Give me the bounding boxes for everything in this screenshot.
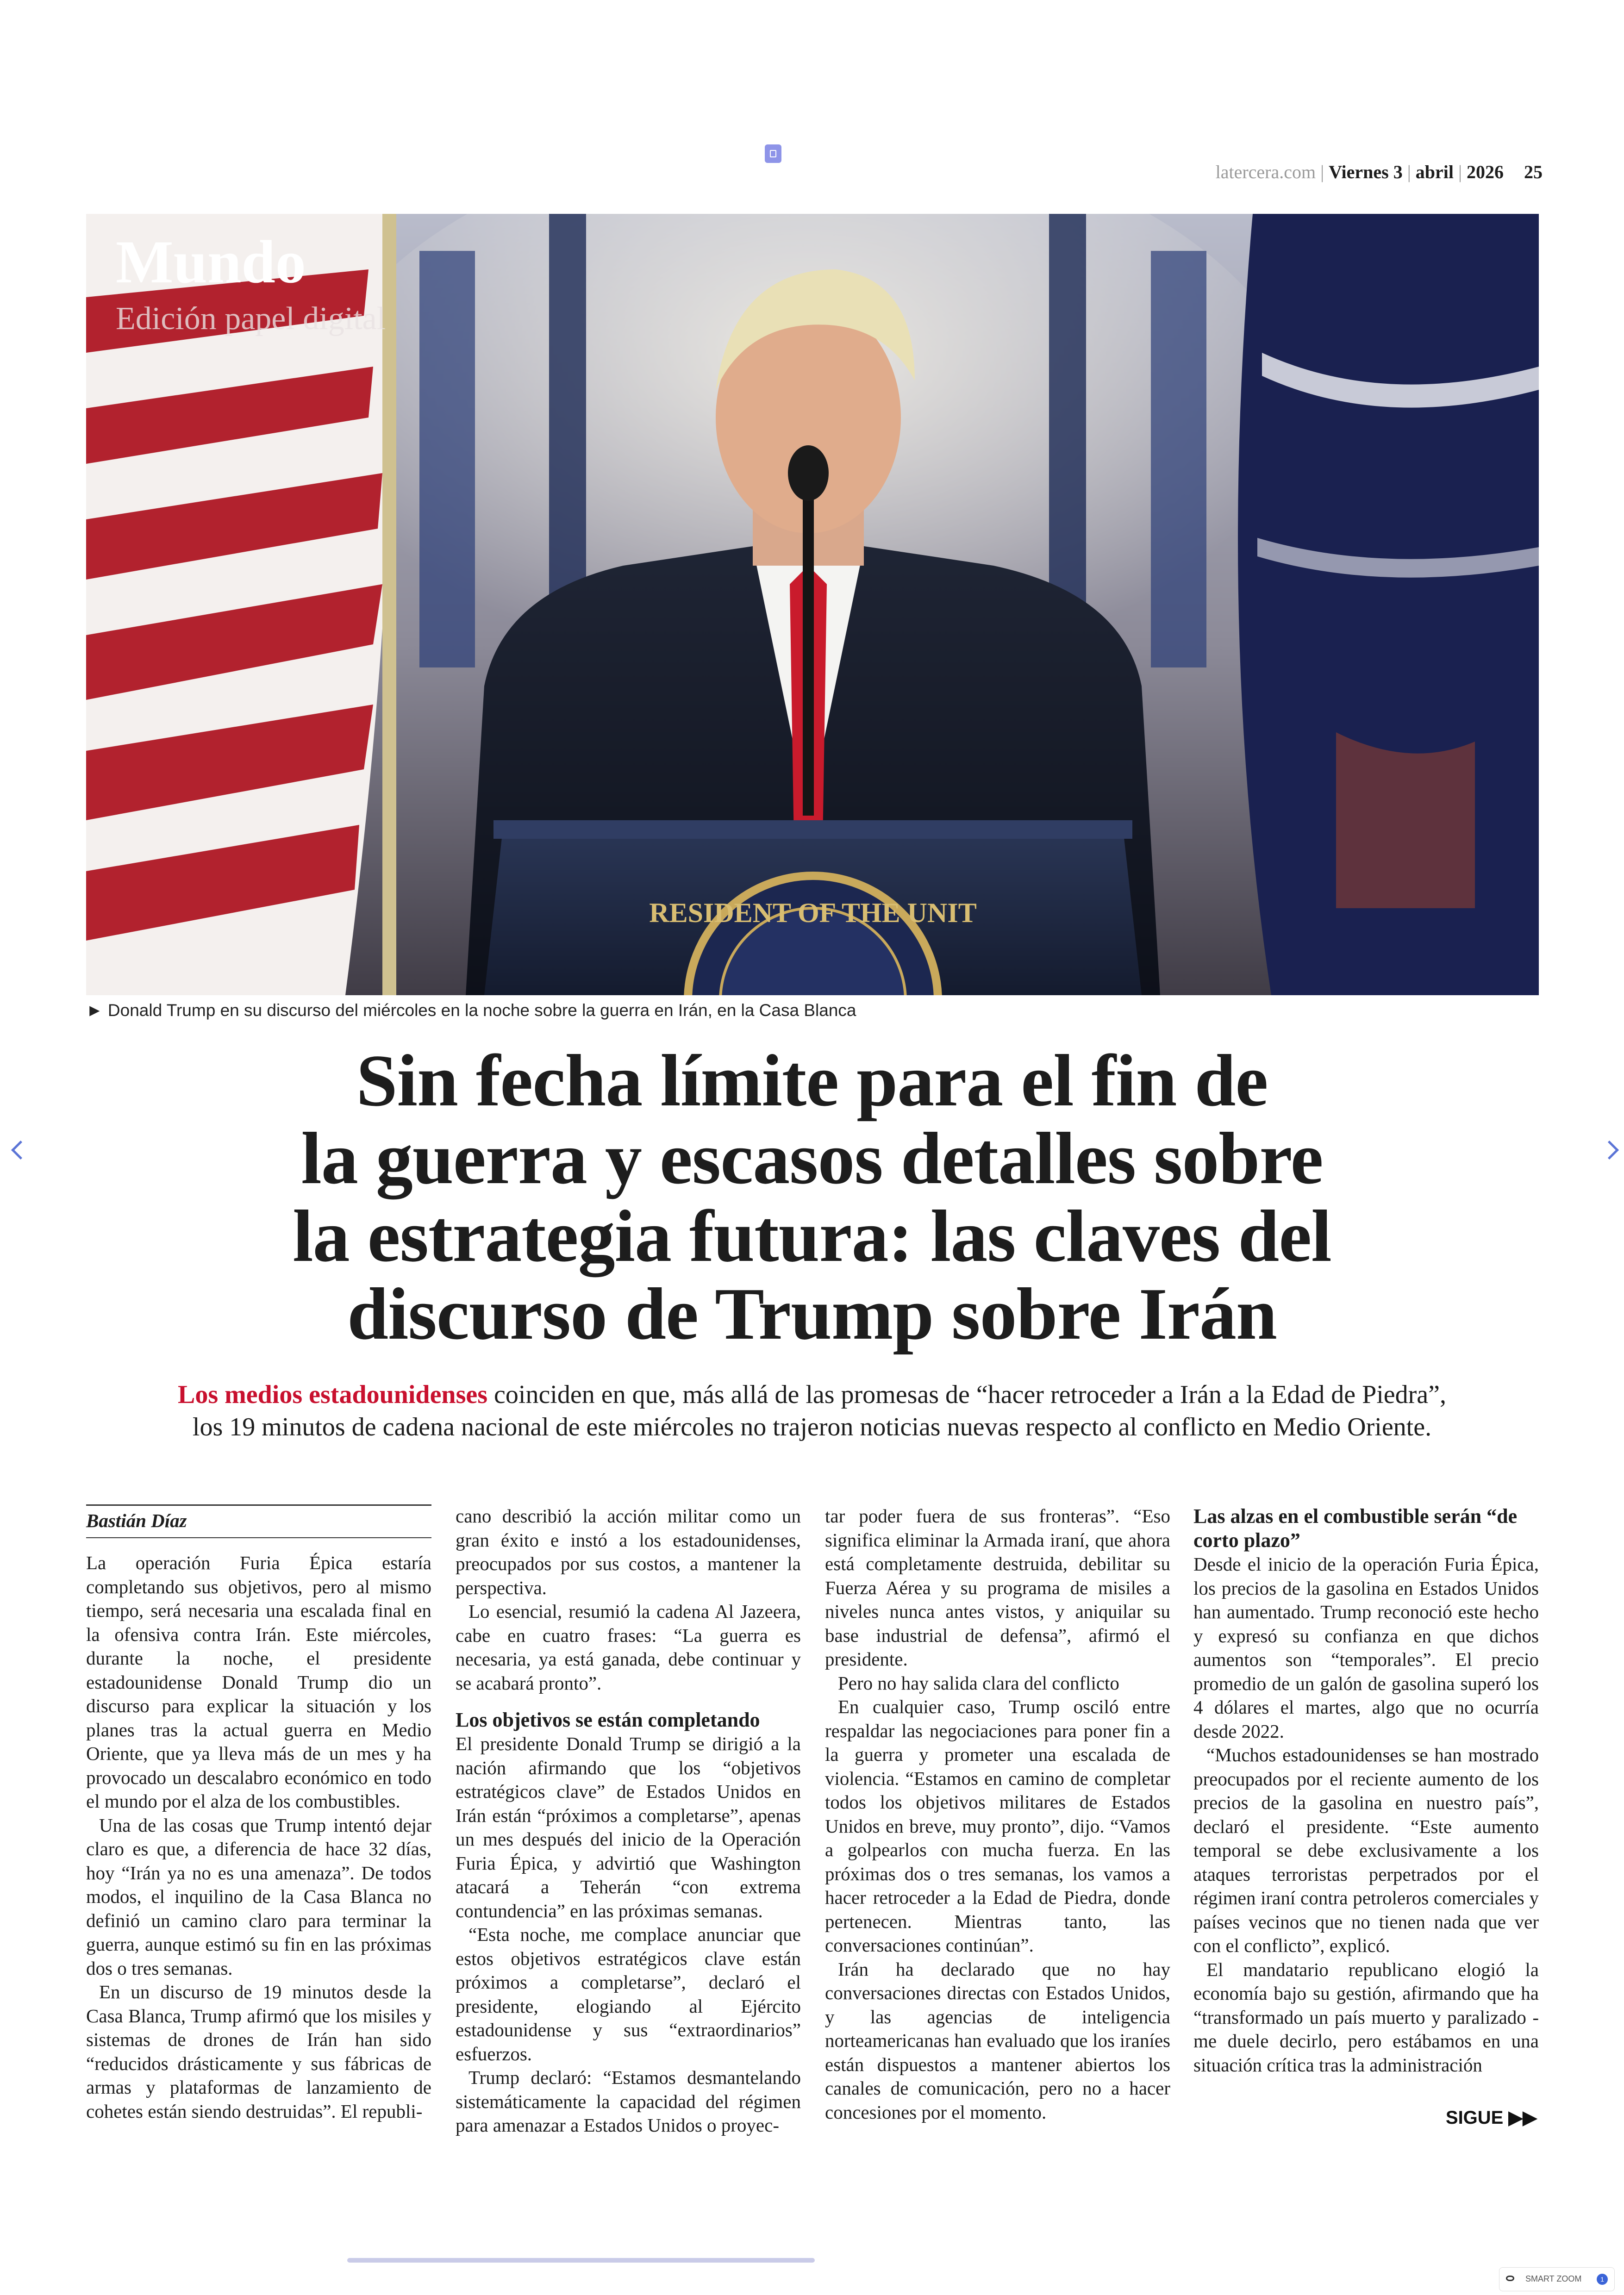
- article-paragraph: “Esta noche, me complace anunciar que estos objetivos estratégicos clave están próximos a completarse”, declaró el presidente, elogiando al Ejército estadounidense y sus “extraordinarios” esfuerzos.: [456, 1924, 801, 2064]
- issue-day: Viernes 3: [1329, 162, 1403, 182]
- article-paragraph: El mandatario republicano elogió la economía bajo su gestión, afirmando que ha “transformado un país muerto y paralizado -me duele decirlo, pero estábamos en una situación crítica tras la administración: [1193, 1958, 1539, 2076]
- previous-page-arrow-icon[interactable]: [11, 1141, 30, 1160]
- byline: Bastián Díaz: [86, 1504, 431, 1538]
- article-paragraph: Una de las cosas que Trump intentó dejar claro es que, a diferencia de hace 32 días, hoy “Irán ya no es una amenaza”. De todos modos, el inquilino de la Casa Blanca no definió un camino claro para terminar la guerra, aunque estimó su fin en las próximas dos o tres semanas.: [86, 1814, 431, 1979]
- article-column-4: [1193, 1504, 1539, 2077]
- article-paragraph: En un discurso de 19 minutos desde la Casa Blanca, Trump afirmó que los misiles y sistemas de drones de Irán han sido “reducidos drásticamente y sus fábricas de armas y plataformas de lanzamiento de cohetes están siendo destruidas”. El republi-: [86, 1981, 431, 2122]
- issue-year: 2026: [1467, 162, 1504, 182]
- smart-zoom-label: SMART ZOOM: [1525, 2274, 1582, 2283]
- deck: [93, 1378, 1531, 1443]
- page-viewer-icon[interactable]: [765, 144, 781, 163]
- article-paragraph: cano describió la acción militar como un gran éxito e instó a los estadounidenses, preocupados por sus costos, a mantener la perspectiva.: [456, 1505, 801, 1598]
- article-column-3: [825, 1504, 1170, 2124]
- article-paragraph: En cualquier caso, Trump osciló entre respaldar las negociaciones para poner fin a la guerra y prometer una escalada de violencia. “Estamos en camino de completar todos los objetivos militares de Estados Unidos en breve, muy pronto”, dijo. “Vamos a golpearlos con mucha fuerza. En las próximas dos o tres semanas, los vamos a hacer retroceder a la Edad de Piedra, donde pertenecen. Mientras tanto, las conversaciones continúan”.: [825, 1696, 1170, 1956]
- headline-line: discurso de Trump sobre Irán: [347, 1272, 1277, 1355]
- horizontal-scrollbar[interactable]: [347, 2258, 815, 2263]
- article-column-1: [86, 1504, 431, 2123]
- continue-label: SIGUE ▶▶: [1445, 2108, 1537, 2128]
- eye-icon: [1506, 2276, 1514, 2281]
- article-paragraph: El presidente Donald Trump se dirigió a la nación afirmando que los “objetivos estratégicos clave” de Estados Unidos en Irán están “próximos a completarse”, apenas un mes después del inicio de la Operación Furia Épica, y advirtió que Washington atacará a Teherán “con extrema contundencia” en las próximas semanas.: [456, 1733, 801, 1921]
- photo-caption: ► Donald Trump en su discurso del miércoles en la noche sobre la guerra en Irán, en la Casa Blanca: [86, 1001, 856, 1020]
- article-paragraph: Lo esencial, resumió la cadena Al Jazeera, cabe en cuatro frases: “La guerra es necesaria, ya está ganada, debe continuar y se acabará pronto”.: [456, 1601, 801, 1694]
- article-paragraph: tar poder fuera de sus fronteras”. “Eso significa eliminar la Armada iraní, que ahora está completamente destruida, debilitar su Fuerza Aérea y su programa de misiles a niveles nunca antes vistos, y aniquilar su base industrial de defensa”, afirmó el presidente.: [825, 1505, 1170, 1670]
- article-paragraph: “Muchos estadounidenses se han mostrado preocupados por el reciente aumento de los precios de la gasolina en nuestro país”, declaró el presidente. “Este aumento temporal se debe exclusivamente a los ataques terroristas perpetrados por el régimen iraní contra petroleros comerciales y países vecinos que no tienen nada que ver con el conflicto”, explicó.: [1193, 1744, 1539, 1956]
- seal-text: RESIDENT OF THE UNIT: [649, 898, 977, 928]
- smart-zoom-button[interactable]: [1499, 2267, 1615, 2291]
- headline-line: la guerra y escasos detalles sobre: [301, 1117, 1323, 1199]
- deck-lead: Los medios estadounidenses: [178, 1380, 488, 1409]
- masthead: latercera.com | Viernes 3 | abril | 2026 25: [1215, 162, 1543, 182]
- presidential-flag-icon: [1238, 214, 1539, 995]
- subheading: Los objetivos se están completando: [456, 1709, 760, 1731]
- article-paragraph: Trump declaró: “Estamos desmantelando sistemáticamente la capacidad del régimen para amenazar a Estados Unidos o proyec-: [456, 2067, 801, 2136]
- podium: [484, 820, 1142, 995]
- next-page-arrow-icon[interactable]: [1600, 1141, 1619, 1160]
- page-number: 25: [1524, 162, 1543, 182]
- deck-text: coinciden en que, más allá de las promesas de “hacer retroceder a Irán a la Edad de Piedra”,: [487, 1380, 1446, 1409]
- article-paragraph: La operación Furia Épica estaría completando sus objetivos, pero al mismo tiempo, será necesaria una escalada final en la ofensiva contra Irán. Este miércoles, durante la noche, el presidente estadounidense Donald Trump dio un discurso para explicar la situación y los planes tras la actual guerra en Medio Oriente, que ya lleva más de un mes y ha provocado un descalabro económico en todo el mundo por el alza de los combustibles.: [86, 1552, 431, 1812]
- headline-line: Sin fecha límite para el fin de: [356, 1039, 1268, 1122]
- article-paragraph: Pero no hay salida clara del conflicto: [838, 1672, 1119, 1694]
- article-paragraph: Desde el inicio de la operación Furia Épica, los precios de la gasolina en Estados Unidos han aumentado. Trump reconoció este hecho y expresó su confianza en que dichos aumentos son “temporales”. El precio promedio de un galón de gasolina superó los 4 dólares el martes, algo que no ocurría desde 2022.: [1193, 1553, 1539, 1742]
- site-name: latercera.com: [1215, 162, 1316, 182]
- subheading: Las alzas en el combustible serán “de corto plazo”: [1193, 1505, 1518, 1552]
- headline: [139, 1041, 1485, 1353]
- article-column-2: [456, 1504, 801, 2138]
- article-paragraph: Irán ha declarado que no hay conversaciones directas con Estados Unidos, y las agencias de inteligencia norteamericanas han evaluado que los iraníes están dispuestos a mantener abiertos los canales de comunicación, pero no a hacer concesiones por el momento.: [825, 1958, 1170, 2123]
- headline-line: la estrategia futura: las claves del: [293, 1195, 1331, 1277]
- edition-label: Edición papel digital: [116, 301, 386, 337]
- issue-month: abril: [1415, 162, 1454, 182]
- section-title: Mundo: [116, 228, 306, 296]
- smart-zoom-badge: 1: [1597, 2274, 1608, 2285]
- deck-text: los 19 minutos de cadena nacional de este miércoles no trajeron noticias nuevas respecto al conflicto en Medio Oriente.: [192, 1413, 1432, 1441]
